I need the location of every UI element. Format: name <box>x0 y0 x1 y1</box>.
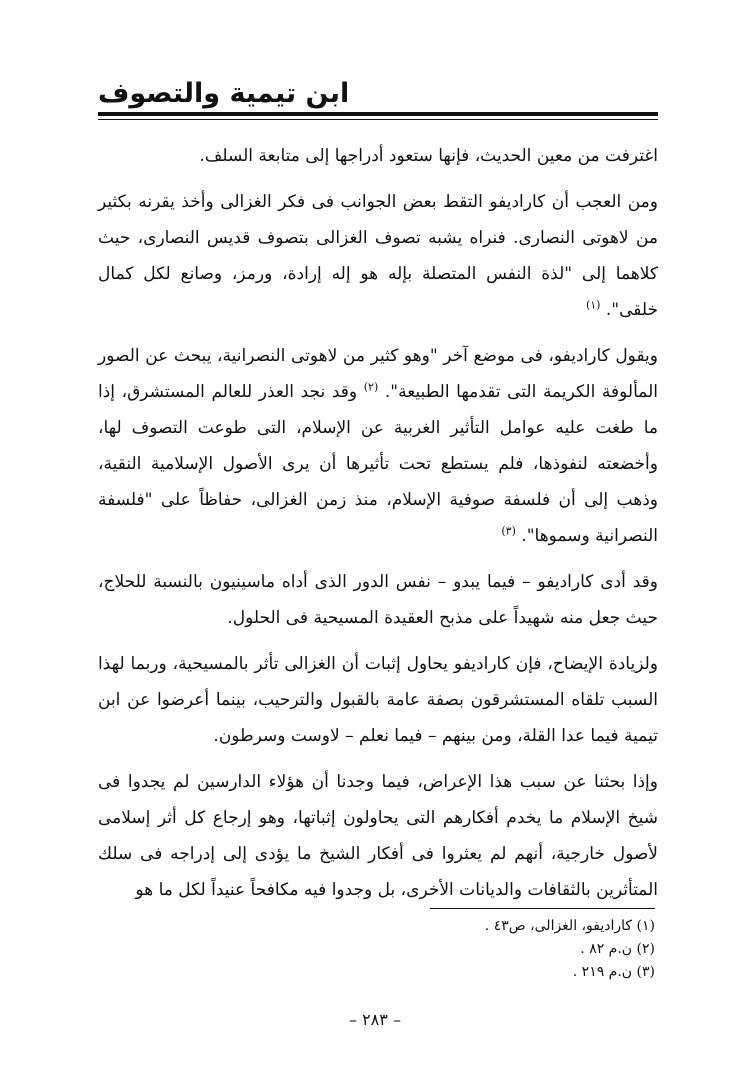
footnote-2: (٢) ن.م ٨٢ . <box>580 941 655 957</box>
header-rule-thin <box>98 119 658 120</box>
paragraph-5: ولزيادة الإيضاح، فإن كاراديفو يحاول إثبات أن الغزالى تأثر بالمسيحية، وربما لهذا السبب تلقاه المستشرقون بصفة عامة بالقبول والترحيب، بينما أعرضوا عن ابن تيمية فيما عدا القلة، ومن بينهم – فيما نعلم – لاوست وسرطون. <box>98 654 658 746</box>
paragraph-2 <box>98 184 658 328</box>
header-rule-thick <box>98 112 658 116</box>
body-text <box>98 138 658 918</box>
paragraph-4: وقد أدى كاراديفو – فيما يبدو – نفس الدور الذى أداه ماسينيون بالنسبة للحلاج، حيث جعل منه شهيداً على مذبح العقيدة المسيحية فى الحلول. <box>98 572 658 628</box>
footnote-ref-1: (١) <box>585 298 601 312</box>
footnotes <box>430 915 655 984</box>
paragraph-6: وإذا بحثنا عن سبب هذا الإعراض، فيما وجدنا أن هؤلاء الدارسين لم يجدوا فى شيخ الإسلام ما يخدم أفكارهم التى يحاولون إثباتها، وهو إرجاع كل أثر إسلامى لأصول خارجية، أنهم لم يعثروا فى أفكار الشيخ ما يؤدى إلى إدراجه فى سلك المتأثرين بالثقافات والديانات الأخرى، بل وجدوا فيه مكافحاً عنيداً لكل ما هو <box>98 772 658 900</box>
paragraph-3-cont-text: وقد نجد العذر للعالم المستشرق، إذا ما طغت عليه عوامل التأثير الغربية عن الإسلام، التى طوعت التصوف لها، وأخضعته لنفوذها، فلم يستطع تحت تأثيرها أن يرى الأصول الإسلامية النقية، وذهب إلى أن فلسفة صوفية الإسلام، منذ زمن الغزالى، حفاظاً على "فلسفة النصرانية وسموها". <box>98 382 658 546</box>
running-header-title: ابن تيمية والتصوف <box>98 78 350 109</box>
footnote-separator <box>430 908 655 909</box>
page-number: – ٢٨٣ – <box>349 1010 401 1029</box>
paragraph-3 <box>98 338 658 554</box>
footnote-ref-3: (٣) <box>501 524 516 538</box>
footnote-1: (١) كاراديفو، الغزالى، ص٤٣ . <box>484 918 655 934</box>
footnote-ref-2: (٢) <box>363 380 379 394</box>
paragraph-1: اغترفت من معين الحديث، فإنها ستعود أدراجها إلى متابعة السلف. <box>199 146 658 166</box>
paragraph-3-text: ويقول كاراديفو، فى موضع آخر "وهو كثير من لاهوتى النصرانية، يبحث عن الصور المألوفة الكريمة التى تقدمها الطبيعة". <box>98 346 659 402</box>
footnote-3: (٣) ن.م ٢١٩ . <box>572 964 655 980</box>
paragraph-2-text: ومن العجب أن كاراديفو التقط بعض الجوانب فى فكر الغزالى وأخذ يقرنه بكثير من لاهوتى النصارى. فنراه يشبه تصوف الغزالى بتصوف قديس النصارى، حيث كلاهما إلى "لذة النفس المتصلة بإله هو إله إرادة، ورمز، وصانع لكل كمال خلقى". <box>98 192 658 320</box>
